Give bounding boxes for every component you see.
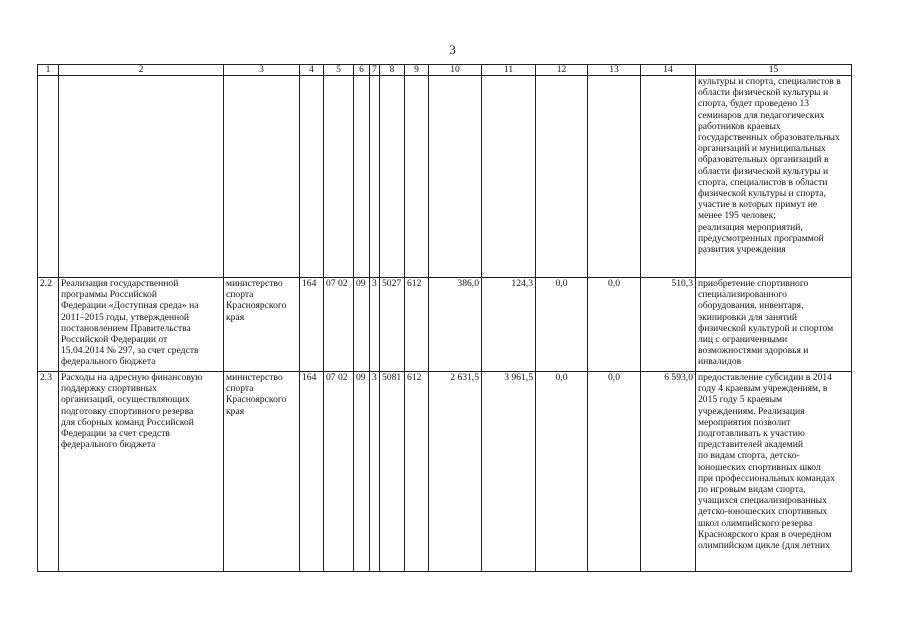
header-cell: 12 — [536, 65, 588, 76]
administrator: министерство спорта Красноярского края — [224, 278, 300, 372]
header-row — [38, 65, 852, 76]
amount-total: 6 593,0 — [641, 372, 696, 572]
amount-2014: 386,0 — [429, 278, 482, 372]
table-row — [38, 76, 852, 278]
amount-total: 510,3 — [641, 278, 696, 372]
budget-table — [37, 64, 852, 572]
code-grbs: 164 — [300, 278, 324, 372]
amount-2017: 0,0 — [588, 372, 641, 572]
header-cell: 7 — [370, 65, 380, 76]
code-subprogram: 3 — [370, 278, 380, 372]
row-number — [38, 76, 59, 278]
amount-total — [641, 76, 696, 278]
code-csr: 5027 — [380, 278, 405, 372]
row-number: 2.3 — [38, 372, 59, 572]
page-number: 3 — [449, 42, 456, 57]
expected-result: предоставление субсидии в 2014 году 4 краевым учреждениям, в 2015 году 5 краевым учреждениям. Реализация мероприятия позволит подготавливать к участию представителей академий по видам спорта, детско- юношеских спортивных школ при профессиональных командах по игровым видам спорта, учащихся специализированных детско-юношеских спортивных школ олимпийского резерва Красноярского края в очередном олимпийском цикле (для летних — [696, 372, 852, 572]
event-name: Реализация государственной программы Российской Федерации «Доступная среда» на 2011–2015 годы, утвержденной постановлением Правительства Российской Федерации от 15.04.2014 № 297, за счет средств федерального бюджета — [59, 278, 224, 372]
event-name — [59, 76, 224, 278]
amount-2016 — [536, 76, 588, 278]
amount-2015 — [482, 76, 536, 278]
amount-2017 — [588, 76, 641, 278]
amount-2014 — [429, 76, 482, 278]
header-cell: 5 — [324, 65, 354, 76]
code-csr — [380, 76, 405, 278]
header-cell: 8 — [380, 65, 405, 76]
code-vr: 612 — [405, 278, 429, 372]
code-vr: 612 — [405, 372, 429, 572]
code-grbs — [300, 76, 324, 278]
header-cell: 2 — [59, 65, 224, 76]
table-row — [38, 278, 852, 372]
administrator — [224, 76, 300, 278]
header-cell: 3 — [224, 65, 300, 76]
event-name: Расходы на адресную финансовую поддержку спортивных организаций, осуществляющих подготовку спортивного резерва для сборных команд Российской Федерации за счет средств федерального бюджета — [59, 372, 224, 572]
amount-2015: 3 961,5 — [482, 372, 536, 572]
expected-result: приобретение спортивного специализированного оборудования, инвентаря, экипировки для занятий физической культурой и спортом лиц с ограниченными возможностями здоровья и инвалидов — [696, 278, 852, 372]
expected-result: культуры и спорта, специалистов в области физической культуры и спорта, будет проведено 13 семинаров для педагогических работников краевых государственных образовательных организаций и муниципальных образовательных организаций в области физической культуры и спорта, специалистов в области физической культуры и спорта, участие в которых примут не менее 195 человек; реализация мероприятий, предусмотренных программой развития учреждения — [696, 76, 852, 278]
administrator: министерство спорта Красноярского края — [224, 372, 300, 572]
code-subprogram — [370, 76, 380, 278]
header-cell: 11 — [482, 65, 536, 76]
code-rzpr: 07 02 — [324, 372, 354, 572]
code-csr: 5081 — [380, 372, 405, 572]
code-subprogram: 3 — [370, 372, 380, 572]
code-rzpr: 07 02 — [324, 278, 354, 372]
header-cell: 1 — [38, 65, 59, 76]
code-program — [354, 76, 370, 278]
amount-2016: 0,0 — [536, 278, 588, 372]
header-cell: 14 — [641, 65, 696, 76]
header-cell: 10 — [429, 65, 482, 76]
amount-2017: 0,0 — [588, 278, 641, 372]
code-program: 09 — [354, 278, 370, 372]
header-cell: 4 — [300, 65, 324, 76]
row-number: 2.2 — [38, 278, 59, 372]
header-cell: 15 — [696, 65, 852, 76]
table-row — [38, 372, 852, 572]
amount-2014: 2 631,5 — [429, 372, 482, 572]
code-rzpr — [324, 76, 354, 278]
code-vr — [405, 76, 429, 278]
header-cell: 13 — [588, 65, 641, 76]
code-program: 09 — [354, 372, 370, 572]
amount-2016: 0,0 — [536, 372, 588, 572]
header-cell: 6 — [354, 65, 370, 76]
amount-2015: 124,3 — [482, 278, 536, 372]
code-grbs: 164 — [300, 372, 324, 572]
header-cell: 9 — [405, 65, 429, 76]
